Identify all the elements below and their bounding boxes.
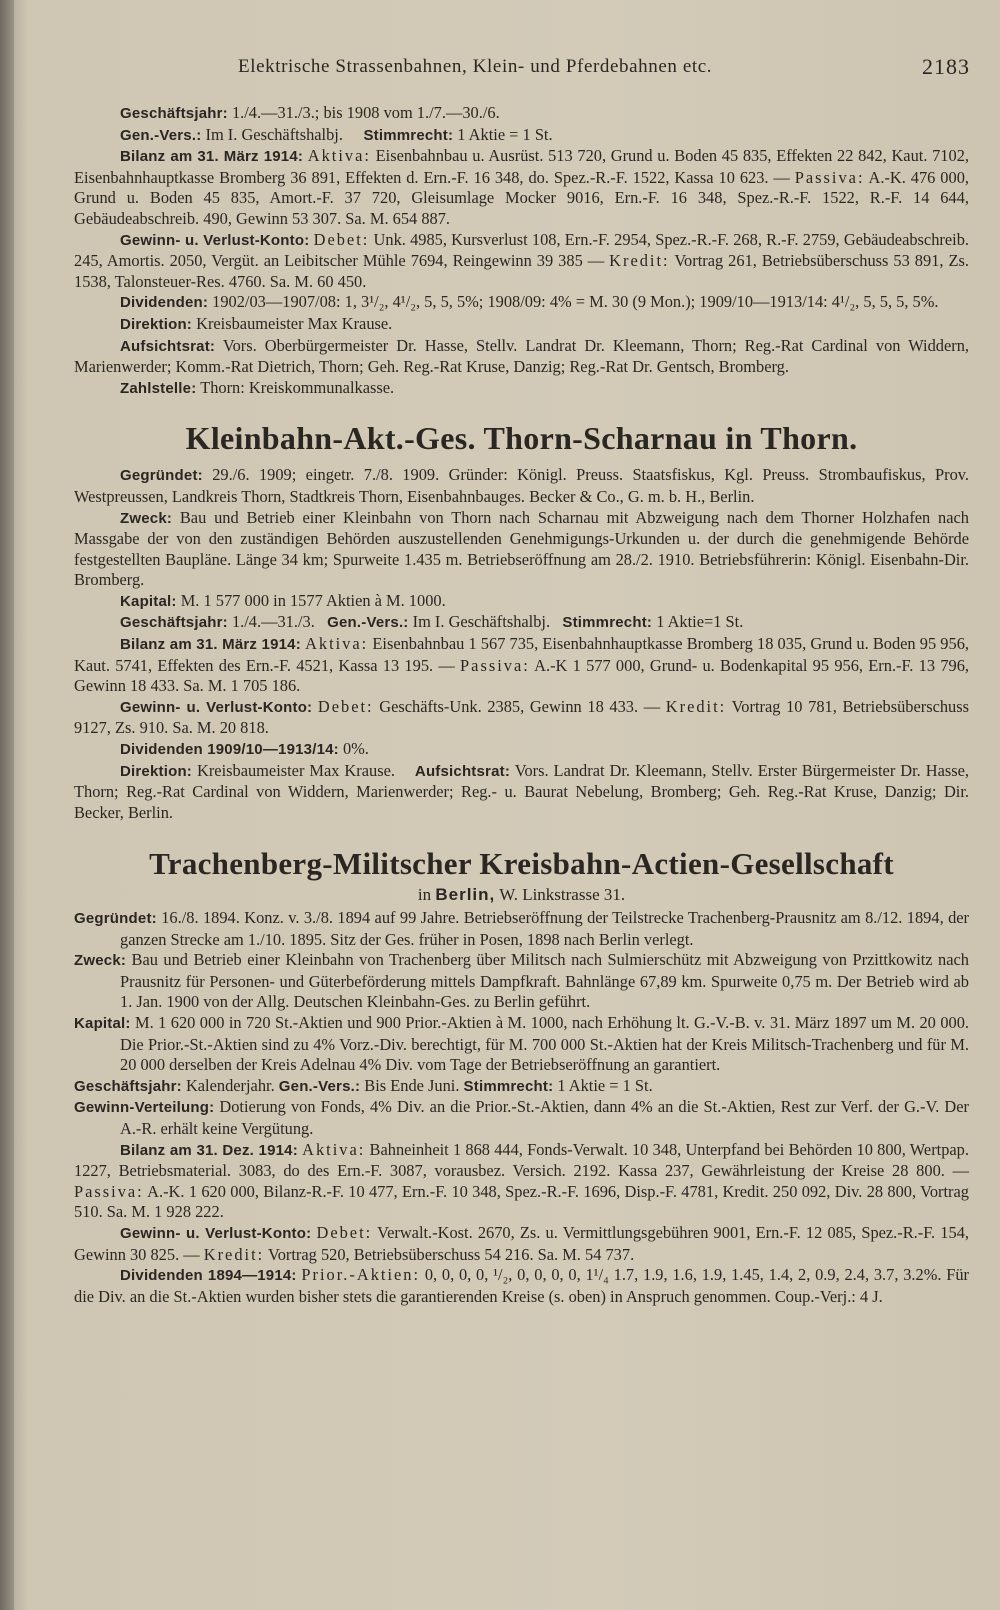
label: Zweck:	[120, 509, 173, 527]
text: Bau und Betrieb einer Kleinbahn von Thorn nach Scharnau mit Abzweigung nach dem Thorner Holzhafen nach Massgabe der von den zuständigen Behörden auszustellenden Genehmigungs-Urkunden u. der durch die genehmigende Behörde festgestellten Baupläne. Länge 34 km; Spurweite 1.435 m. Betriebseröffnung am 28./2. 1910. Betriebsführerin: Königl. Eisenbahn-Dir. Bromberg.	[74, 507, 969, 590]
dividenden-paragraph	[74, 292, 969, 314]
label: Dividenden 1909/10—1913/14:	[120, 741, 339, 759]
text: 1 Aktie=1 St.	[652, 612, 744, 632]
dividenden-paragraph	[74, 1265, 969, 1307]
debet-label: Debet:	[313, 229, 370, 249]
book-spine-shadow	[0, 0, 14, 1610]
text: Geschäfts-Unk. 2385, Gewinn 18 433. —	[373, 696, 666, 716]
direktion-aufsichtsrat-paragraph	[74, 761, 969, 824]
kredit-label: Kredit:	[609, 251, 670, 271]
text: M. 1 620 000 in 720 St.-Aktien und 900 Prior.-Aktien à M. 1000, nach Erhöhung lt. G.-V.-B. v. 31. März 1897 um M. 20 000. Die Prior.-St.-Aktien sind zu 4% Vorz.-Div. berechtigt, für M. 700 000 St.-Aktien hat der Kreis Militsch-Trachenberg und für M. 20 000 derselben der Kreis Adelnau 4% Div. vom Tage der Betriebseröffnung an garantiert.	[120, 1012, 969, 1075]
label: Dividenden 1894—1914:	[120, 1267, 297, 1285]
label: Kapital:	[120, 592, 177, 610]
bilanz-paragraph	[74, 634, 969, 697]
text: A.-K. 476 000, Grund u. Boden 45 835, Amort.-F. 37 720, Gleisumlage Mocker 9016, Ern.-F. 16 348, Spez.-R.-F. 1522, R.-F. 14 644, Gebäudeabschreib. 490, Gewinn 53 307. Sa. M. 654 887.	[74, 167, 969, 228]
company-subheading	[74, 885, 969, 906]
label: Gegründet:	[74, 910, 157, 927]
text: Im I. Geschäftshalbj.	[201, 124, 343, 144]
label: Gewinn- u. Verlust-Konto:	[120, 231, 310, 249]
page-number: 2183	[922, 54, 970, 79]
aktiva-label: Aktiva:	[305, 634, 369, 654]
page-content	[74, 103, 969, 1307]
text: Kreisbaumeister Max Krause.	[192, 760, 400, 780]
direktion-line	[74, 314, 969, 336]
text: Vortrag 10 781, Betriebsüberschuss 9127, Zs. 910. Sa. M. 20 818.	[74, 696, 969, 738]
text: 16./8. 1894. Konz. v. 3./8. 1894 auf 99 Jahre. Betriebseröffnung der Teilstrecke Trachenberg-Prausnitz am 8./12. 1894, der ganzen Strecke am 1./10. 1895. Sitz der Ges. früher in Posen, 1898 nach Berlin verlegt.	[120, 908, 969, 949]
text: M. 1 577 000 in 1577 Aktien à M. 1000.	[176, 590, 446, 610]
text: A.-K. 1 620 000, Bilanz-R.-F. 10 477, Ern.-F. 10 348, Spez.-R.-F. 1696, Disp.-F. 4781, Kredit. 250 092, Div. 28 800, Vortrag 510. Sa. M. 1 928 222.	[74, 1181, 969, 1222]
debet-label: Debet:	[317, 696, 374, 716]
text: Kreisbaumeister Max Krause.	[192, 313, 393, 333]
label: Direktion:	[120, 315, 193, 333]
text: 1./4.—31./3.; bis 1908 vom 1./7.—30./6.	[227, 103, 500, 122]
text: Kalenderjahr.	[181, 1075, 279, 1095]
label: Kapital:	[74, 1014, 131, 1032]
label: Gen.-Vers.:	[327, 614, 409, 632]
genvers-line	[74, 125, 969, 147]
aufsichtsrat-paragraph	[74, 336, 969, 378]
label: Geschäftsjahr:	[74, 1077, 182, 1095]
guv-paragraph	[74, 697, 969, 739]
label: Gegründet:	[120, 467, 203, 485]
text: 1./4.—31./3.	[227, 612, 315, 632]
geschaeftsjahr-line	[74, 1076, 969, 1098]
sub-address: W. Linkstrasse 31.	[495, 885, 626, 905]
aktiva-label: Aktiva:	[302, 1139, 366, 1159]
kredit-label: Kredit:	[665, 696, 727, 716]
text: Thorn: Kreiskommunalkasse.	[196, 377, 395, 397]
label: Gen.-Vers.:	[120, 126, 202, 144]
passiva-label: Passiva:	[460, 655, 530, 675]
text: 1902/03—1907/08: 1, 3¹/₂, 4¹/₂, 5, 5, 5%; 1908/09: 4% = M. 30 (9 Mon.); 1909/10—1913/14: 4¹/₂, 5, 5, 5, 5%.	[208, 292, 939, 312]
kredit-label: Kredit:	[203, 1244, 265, 1264]
label: Bilanz am 31. März 1914:	[120, 636, 301, 654]
prior-label: Prior.-Aktien:	[301, 1265, 421, 1285]
label: Aufsichtsrat:	[414, 762, 511, 780]
label: Bilanz am 31. Dez. 1914:	[120, 1141, 298, 1159]
bilanz-paragraph	[74, 146, 969, 229]
debet-label: Debet:	[316, 1222, 373, 1242]
running-title: Elektrische Strassenbahnen, Klein- und Pferdebahnen etc.	[238, 56, 713, 77]
text: A.-K 1 577 000, Grund- u. Bodenkapital 95 956, Ern.-F. 13 796, Gewinn 18 433. Sa. M. 1 705 186.	[74, 655, 970, 696]
label: Dividenden:	[120, 294, 209, 312]
page-header	[70, 56, 970, 86]
zahlstelle-line	[74, 378, 969, 400]
text: Im I. Geschäftshalbj.	[408, 612, 551, 632]
label: Zahlstelle:	[120, 379, 197, 397]
aktiva-label: Aktiva:	[307, 146, 371, 166]
text: 0%.	[338, 739, 369, 759]
text: Verwalt.-Kost. 2670, Zs. u. Vermittlungsgebühren 9001, Ern.-F. 12 085, Spez.-R.-F. 154, Gewinn 30 825. —	[74, 1222, 969, 1264]
bilanz-paragraph	[74, 1140, 969, 1223]
zweck-paragraph	[74, 508, 969, 591]
dividenden-line	[74, 739, 969, 761]
text: Eisenbahnbau 1 567 735, Eisenbahnhauptkasse Bromberg 18 035, Grund u. Boden 95 956, Kaut. 5741, Effekten des Ern.-F. 4521, Kassa 13 195. —	[74, 634, 969, 675]
text: 0, 0, 0, 0, ¹/₂, 0, 0, 0, 0, 1¹/₄ 1.7, 1.9, 1.6, 1.9, 1.45, 1.4, 2, 0.9, 2.4, 3.7, 3.2%. Für die Div. an die St.-Aktien wurden bisher stets die garantierenden Kreise (s. oben) in Anspruch genommen. Coup.-Verj.: 4 J.	[74, 1265, 969, 1306]
text: Bis Ende Juni.	[360, 1075, 464, 1095]
text: 1 Aktie = 1 St.	[553, 1075, 653, 1095]
label: Gewinn- u. Verlust-Konto:	[120, 1224, 312, 1242]
text: Vortrag 261, Betriebsüberschuss 53 891, Zs. 1538, Talonsteuer-Res. 4760. Sa. M. 60 450.	[74, 251, 969, 291]
passiva-label: Passiva:	[74, 1181, 144, 1201]
guv-paragraph	[74, 230, 969, 293]
zweck-paragraph	[74, 950, 969, 1013]
label: Stimmrecht:	[463, 1077, 554, 1095]
text: Eisenbahnbau u. Ausrüst. 513 720, Grund u. Boden 45 835, Effekten 22 842, Kaut. 7102, Eisenbahnhauptkasse Bromberg 36 891, Effekten d. Ern.-F. 16 348, do. Spez.-R.-F. 1522, Kassa 10 623. —	[74, 146, 969, 187]
gegruendet-paragraph	[74, 908, 969, 950]
company-heading-trachenberg-militsch: Trachenberg-Militscher Kreisbahn-Actien-Gesellschaft	[149, 846, 894, 882]
passiva-label: Passiva:	[794, 167, 865, 187]
text: 1 Aktie = 1 St.	[453, 124, 553, 144]
label: Zweck:	[74, 952, 127, 970]
sub-city: Berlin,	[435, 885, 496, 905]
guv-paragraph	[74, 1223, 969, 1265]
gewinnverteilung-paragraph	[74, 1097, 969, 1139]
text: 29./6. 1909; eingetr. 7./8. 1909. Gründer: Königl. Preuss. Staatsfiskus, Kgl. Preuss. Strombaufiskus, Prov. Westpreussen, Landkreis Thorn, Stadtkreis Thorn, Eisenbahnbauges. Becker & Co., G. m. b. H., Berlin.	[74, 465, 969, 506]
label: Gewinn-Verteilung:	[74, 1099, 215, 1117]
label: Gewinn- u. Verlust-Konto:	[120, 698, 313, 716]
geschaeftsjahr-line	[74, 612, 969, 634]
label: Stimmrecht:	[562, 614, 653, 632]
geschaeftsjahr-line	[74, 103, 969, 125]
label: Bilanz am 31. März 1914:	[120, 148, 304, 166]
gegruendet-paragraph	[74, 465, 969, 507]
text: Dotierung von Fonds, 4% Div. an die Prior.-St.-Aktien, dann 4% an die St.-Aktien, Rest zur Verf. der G.-V. Der A.-R. erhält keine Vergütung.	[120, 1097, 969, 1138]
text: Vors. Oberbürgermeister Dr. Hasse, Stellv. Landrat Dr. Kleemann, Thorn; Reg.-Rat Cardinal von Widdern, Marienwerder; Komm.-Rat Dietrich, Thorn; Geh. Reg.-Rat Kruse, Danzig; Reg.-Rat Dr. Gentsch, Bromberg.	[74, 335, 969, 377]
kapital-line	[74, 591, 969, 613]
label: Gen.-Vers.:	[278, 1077, 361, 1095]
text: Vors. Landrat Dr. Kleemann, Stellv. Erster Bürgermeister Dr. Hasse, Thorn; Reg.-Rat Cardinal von Widdern, Marienwerder; Reg.- u. Baurat Nebelung, Bromberg; Geh. Reg.-Rat Kruse, Danzig; Dir. Becker, Berlin.	[74, 760, 969, 822]
label: Direktion:	[120, 762, 193, 780]
text: Bau und Betrieb einer Kleinbahn von Trachenberg über Militsch nach Sulmierschütz mit Abzweigung von Przittkowitz nach Prausnitz für Personen- und Güterbeförderung mittels Dampfkraft. Bahnlänge 67,89 km. Spurweite 0,75 m. Der Betrieb wird ab 1. Jan. 1900 von der Allg. Deutschen Kleinbahn-Ges. zu Berlin geführt.	[120, 950, 969, 1012]
text: Vortrag 520, Betriebsüberschuss 54 216. Sa. M. 54 737.	[264, 1244, 635, 1264]
label: Stimmrecht:	[363, 126, 454, 144]
text: Unk. 4985, Kursverlust 108, Ern.-F. 2954, Spez.-R.-F. 268, R.-F. 2759, Gebäudeabschreib. 245, Amortis. 2050, Vergüt. an Leibitscher Mühle 7694, Reingewinn 39 385 —	[74, 229, 969, 271]
company-heading-thorn-scharnau: Kleinbahn-Akt.-Ges. Thorn-Scharnau in Thorn.	[185, 420, 858, 457]
label: Geschäftsjahr:	[120, 105, 228, 122]
text: Bahneinheit 1 868 444, Fonds-Verwalt. 10 348, Unterpfand bei Behörden 10 800, Wertpap. 1227, Betriebsmaterial. 3083, do des Ern.-F. 3087, vorausbez. Versich. 2192. Kassa 237, Gewährleistung der Kreise 28 800. —	[74, 1139, 969, 1181]
label: Aufsichtsrat:	[120, 337, 216, 355]
sub-prefix: in	[417, 885, 436, 905]
label: Geschäftsjahr:	[120, 614, 228, 632]
kapital-paragraph	[74, 1013, 969, 1076]
